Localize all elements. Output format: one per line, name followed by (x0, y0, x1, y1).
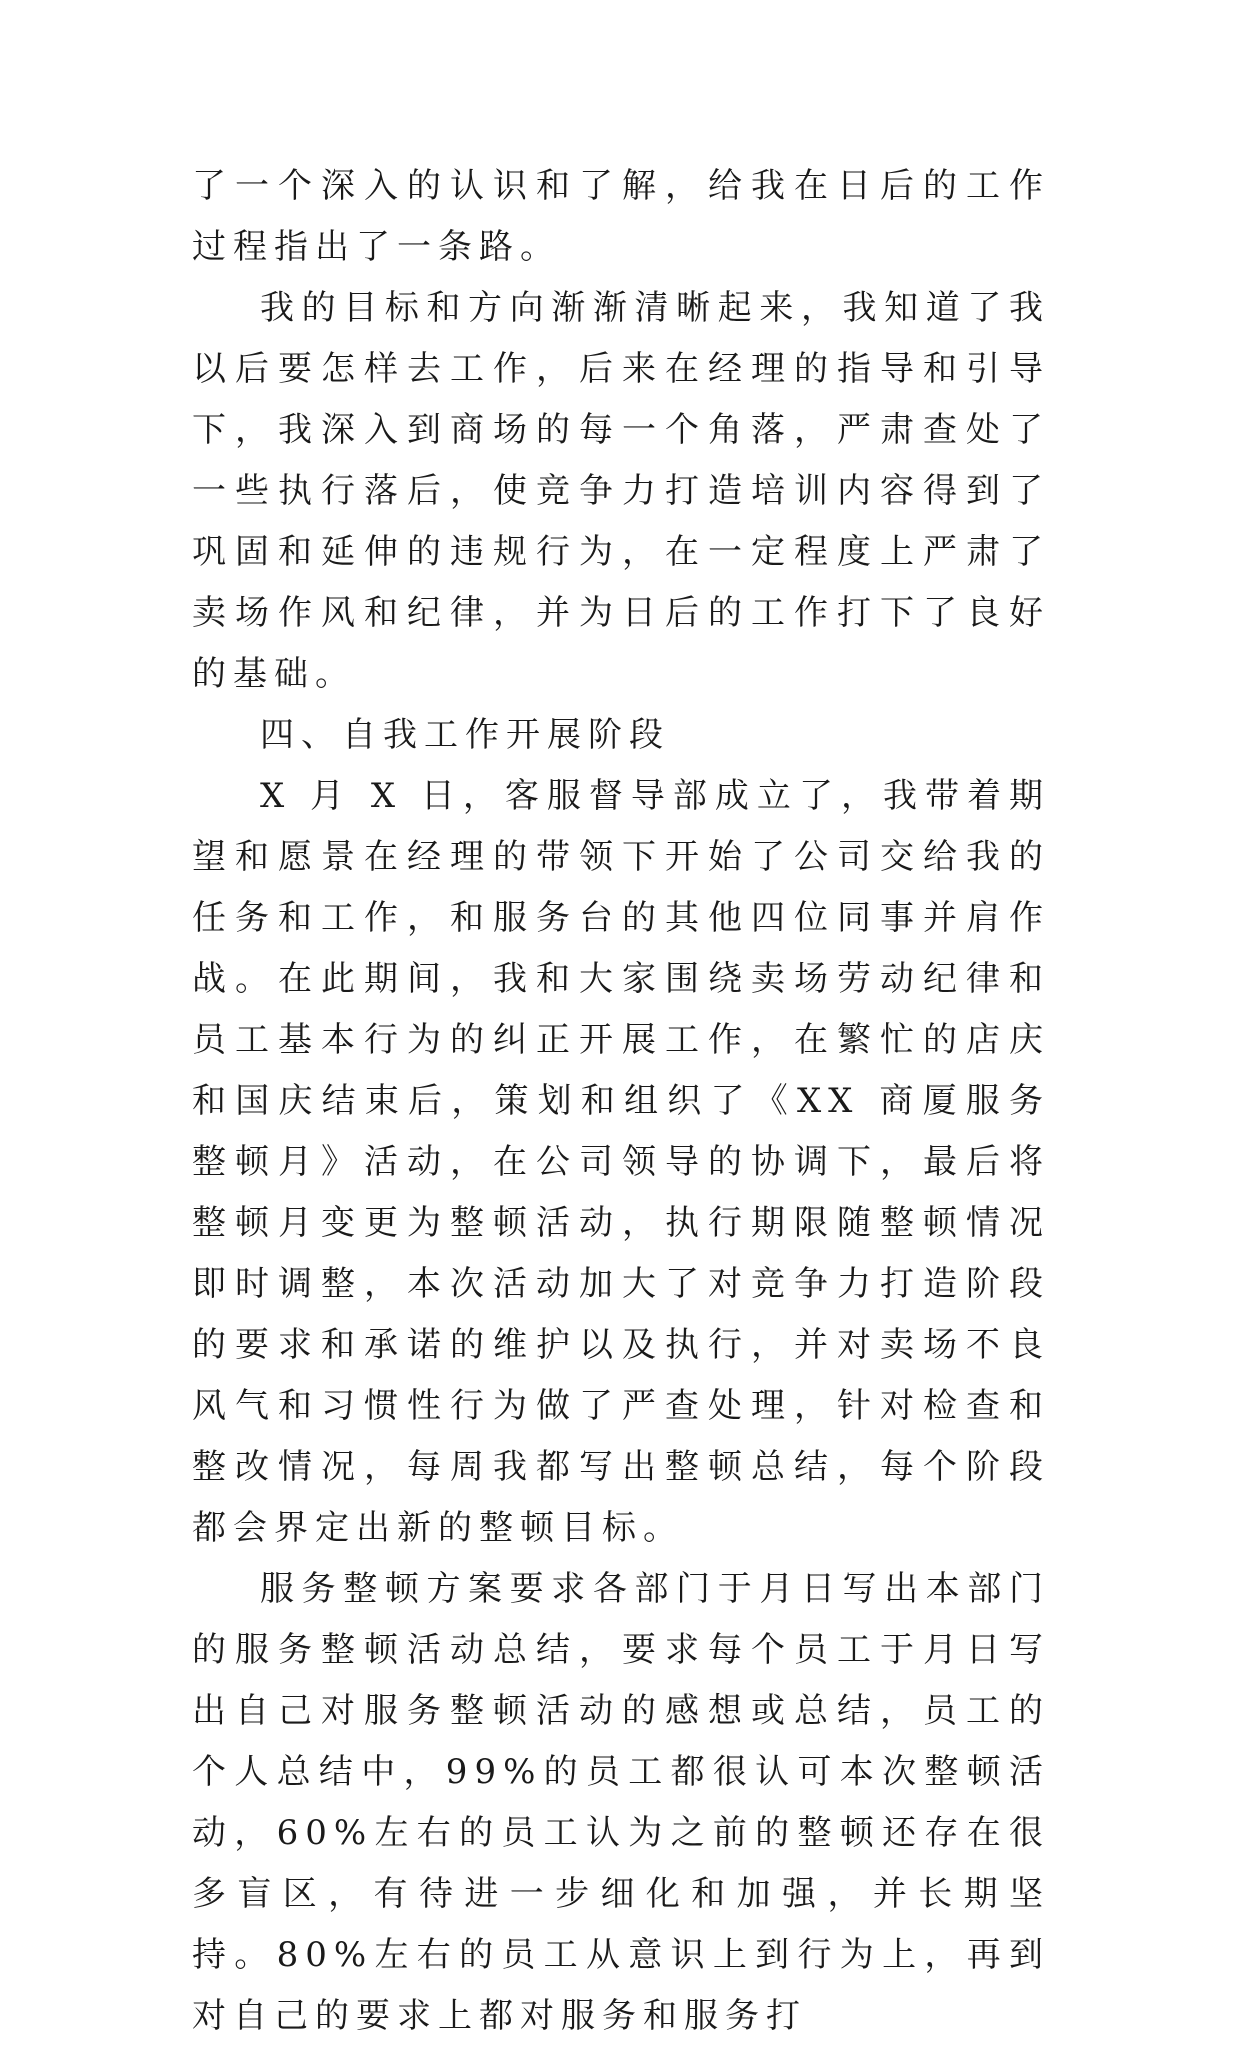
body-paragraph-summary: 服务整顿方案要求各部门于月日写出本部门的服务整顿活动总结，要求每个员工于月日写出自己对服务整顿活动的感想或总结，员工的个人总结中，99%的员工都很认可本次整顿活动，60%左右的员工认为之前的整顿还存在很多盲区，有待进一步细化和加强，并长期坚持。80%左右的员工从意识上到行为上，再到对自己的要求上都对服务和服务打 (192, 1569, 1050, 2036)
body-paragraph-department: X 月 X 日，客服督导部成立了，我带着期望和愿景在经理的带领下开始了公司交给我的任务和工作，和服务台的其他四位同事并肩作战。在此期间，我和大家围绕卖场劳动纪律和员工基本行为的纠正开展工作，在繁忙的店庆和国庆结束后，策划和组织了《XX 商厦服务整顿月》活动，在公司领导的协调下，最后将整顿月变更为整顿活动，执行期限随整顿情况即时调整，本次活动加大了对竞争力打造阶段的要求和承诺的维护以及执行，并对卖场不良风气和习惯性行为做了严查处理，针对检查和整改情况，每周我都写出整顿总结，每个阶段都会界定出新的整顿目标。 (192, 776, 1050, 1548)
continuation-paragraph: 了一个深入的认识和了解，给我在日后的工作过程指出了一条路。 (192, 166, 1050, 267)
body-paragraph-goals: 我的目标和方向渐渐清晰起来，我知道了我以后要怎样去工作，后来在经理的指导和引导下，我深入到商场的每一个角落，严肃查处了一些执行落后，使竞争力打造培训内容得到了巩固和延伸的违规行为，在一定程度上严肃了卖场作风和纪律，并为日后的工作打下了良好的基础。 (192, 288, 1050, 694)
document-body (192, 156, 1050, 2047)
section-heading: 四、自我工作开展阶段 (260, 715, 670, 755)
